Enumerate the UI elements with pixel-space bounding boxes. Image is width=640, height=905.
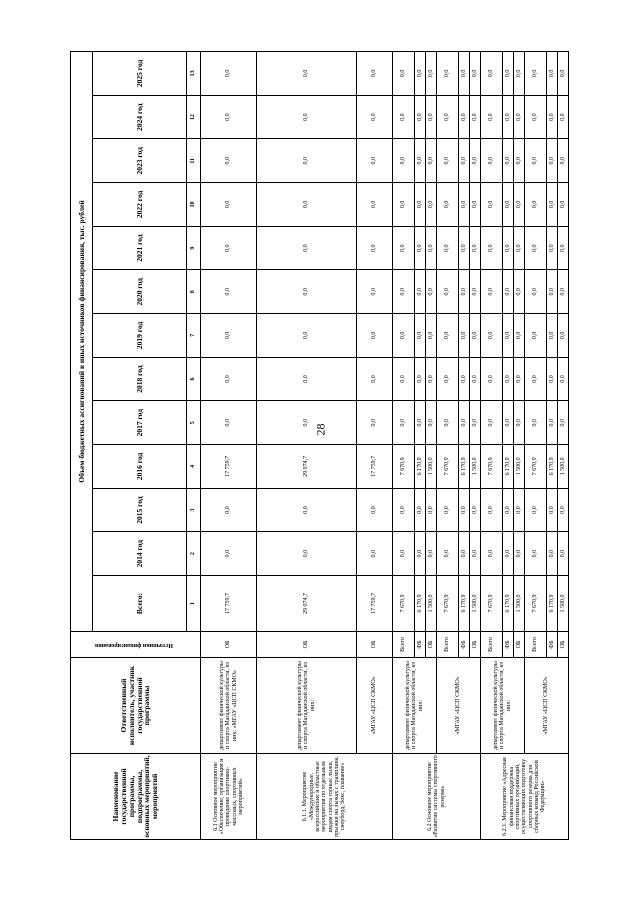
amount-cell: 0,0 — [257, 95, 357, 139]
header-funding-source-text: Источники финансирования — [95, 641, 174, 648]
amount-cell: 0,0 — [525, 226, 547, 270]
funding-source-cell: Всего — [481, 632, 503, 658]
amount-cell: 0,0 — [547, 488, 558, 532]
funding-source-cell: ОБ — [470, 632, 481, 658]
budget-table — [70, 51, 569, 840]
amount-cell: 0,0 — [357, 95, 393, 139]
amount-cell: 0,0 — [437, 183, 459, 227]
amount-cell: 0,0 — [459, 183, 470, 227]
amount-cell: 0,0 — [357, 488, 393, 532]
amount-cell: 0,0 — [437, 314, 459, 358]
funding-source-cell: ОБ — [558, 632, 569, 658]
amount-cell: 0,0 — [257, 183, 357, 227]
column-number: 9 — [187, 226, 201, 270]
amount-cell: 0,0 — [481, 314, 503, 358]
amount-cell: 0,0 — [357, 183, 393, 227]
column-number: 1 — [187, 576, 201, 632]
header-year: 2017 год — [93, 401, 187, 445]
column-number: 2 — [187, 532, 201, 576]
table-row — [201, 52, 257, 840]
amount-cell: 0,0 — [558, 183, 569, 227]
amount-cell: 7 670,9 — [437, 576, 459, 632]
amount-cell: 0,0 — [201, 183, 257, 227]
amount-cell: 0,0 — [415, 488, 426, 532]
header-year: 2019 год — [93, 314, 187, 358]
amount-cell: 0,0 — [470, 95, 481, 139]
header-year: 2015 год — [93, 488, 187, 532]
amount-cell: 7 670,9 — [393, 576, 415, 632]
amount-cell: 0,0 — [257, 488, 357, 532]
amount-cell: 0,0 — [525, 183, 547, 227]
amount-cell: 0,0 — [437, 488, 459, 532]
amount-cell: 0,0 — [514, 488, 525, 532]
amount-cell: 0,0 — [525, 357, 547, 401]
amount-cell: 0,0 — [481, 52, 503, 96]
amount-cell: 1 500,0 — [514, 445, 525, 489]
header-year: 2023 год — [93, 139, 187, 183]
amount-cell: 0,0 — [415, 139, 426, 183]
amount-cell: 6 170,9 — [459, 445, 470, 489]
amount-cell: 0,0 — [357, 226, 393, 270]
amount-cell: 0,0 — [470, 488, 481, 532]
amount-cell: 0,0 — [470, 226, 481, 270]
amount-cell: 0,0 — [558, 532, 569, 576]
amount-cell: 0,0 — [481, 95, 503, 139]
amount-cell: 0,0 — [514, 532, 525, 576]
amount-cell: 0,0 — [357, 139, 393, 183]
amount-cell: 0,0 — [481, 226, 503, 270]
amount-cell: 0,0 — [426, 226, 437, 270]
amount-cell: 0,0 — [393, 357, 415, 401]
amount-cell: 0,0 — [503, 488, 514, 532]
amount-cell: 0,0 — [437, 401, 459, 445]
amount-cell: 0,0 — [503, 52, 514, 96]
amount-cell: 0,0 — [514, 270, 525, 314]
amount-cell: 0,0 — [257, 139, 357, 183]
amount-cell: 0,0 — [393, 488, 415, 532]
header-executor: Ответственный исполнитель, участник государственной программы — [71, 658, 201, 754]
amount-cell: 0,0 — [558, 270, 569, 314]
amount-cell: 0,0 — [470, 314, 481, 358]
amount-cell: 6 170,9 — [459, 576, 470, 632]
amount-cell: 0,0 — [514, 183, 525, 227]
amount-cell: 0,0 — [459, 314, 470, 358]
amount-cell: 17 759,7 — [357, 445, 393, 489]
amount-cell: 0,0 — [558, 401, 569, 445]
funding-source-cell: ФБ — [547, 632, 558, 658]
amount-cell: 0,0 — [415, 401, 426, 445]
amount-cell: 0,0 — [415, 270, 426, 314]
amount-cell: 0,0 — [426, 314, 437, 358]
amount-cell: 0,0 — [201, 357, 257, 401]
amount-cell: 0,0 — [357, 532, 393, 576]
header-year: 2016 год — [93, 445, 187, 489]
amount-cell: 0,0 — [257, 357, 357, 401]
program-name-cell: 6.1.1. Мероприятие «Международные, всероссийские и областные мероприятия по отдельным видам спорта горные лыжи, прыжки на лыжах с трамплина, сноуборд, бокс, плавание» — [257, 754, 393, 840]
amount-cell: 0,0 — [459, 52, 470, 96]
amount-cell: 0,0 — [558, 357, 569, 401]
amount-cell: 0,0 — [201, 488, 257, 532]
amount-cell: 0,0 — [481, 139, 503, 183]
amount-cell: 0,0 — [514, 401, 525, 445]
amount-cell: 0,0 — [393, 314, 415, 358]
amount-cell: 0,0 — [558, 95, 569, 139]
amount-cell: 0,0 — [257, 270, 357, 314]
amount-cell: 0,0 — [393, 95, 415, 139]
amount-cell: 0,0 — [437, 139, 459, 183]
header-year: 2025 год — [93, 52, 187, 96]
amount-cell: 0,0 — [558, 226, 569, 270]
amount-cell: 0,0 — [481, 357, 503, 401]
header-funding-source — [71, 632, 201, 658]
amount-cell: 0,0 — [437, 226, 459, 270]
amount-cell: 0,0 — [426, 139, 437, 183]
amount-cell: 0,0 — [257, 401, 357, 445]
amount-cell: 7 670,9 — [481, 445, 503, 489]
program-name-cell: 6.2.1. Мероприятие «Адресная финансовая поддержка спортивных организаций, осуществляющих подготовку спортивного резерва для сборных команд Российской Федерации» — [481, 754, 569, 840]
amount-cell: 0,0 — [503, 183, 514, 227]
amount-cell: 0,0 — [393, 183, 415, 227]
header-year: 2018 год — [93, 357, 187, 401]
header-year: 2021 год — [93, 226, 187, 270]
amount-cell: 0,0 — [547, 226, 558, 270]
program-name-cell: 6.1 Основное мероприятие «Обеспечение, организация и проведение спортивно-массовых, спортивных мероприятий» — [201, 754, 257, 840]
amount-cell: 0,0 — [481, 532, 503, 576]
amount-cell: 0,0 — [525, 95, 547, 139]
column-number: 7 — [187, 314, 201, 358]
amount-cell: 6 170,9 — [415, 576, 426, 632]
amount-cell: 0,0 — [525, 270, 547, 314]
amount-cell: 0,0 — [481, 401, 503, 445]
amount-cell: 0,0 — [393, 139, 415, 183]
amount-cell: 0,0 — [514, 357, 525, 401]
executor-cell: департамент физической культуры и спорта Магаданской области, из них: — [257, 658, 357, 754]
executor-cell: «МГАУ «ЦСП СКМО» — [525, 658, 569, 754]
amount-cell: 0,0 — [547, 357, 558, 401]
column-number: 12 — [187, 95, 201, 139]
funding-source-cell: ФБ — [415, 632, 426, 658]
amount-cell: 0,0 — [503, 401, 514, 445]
amount-cell: 0,0 — [547, 139, 558, 183]
amount-cell: 0,0 — [415, 95, 426, 139]
amount-cell: 0,0 — [201, 270, 257, 314]
column-number: 8 — [187, 270, 201, 314]
amount-cell: 0,0 — [426, 183, 437, 227]
column-number: 11 — [187, 139, 201, 183]
amount-cell: 0,0 — [558, 52, 569, 96]
amount-cell: 0,0 — [503, 270, 514, 314]
amount-cell: 0,0 — [558, 314, 569, 358]
amount-cell: 0,0 — [514, 95, 525, 139]
program-name-cell: 6.2 Основное мероприятие «Развитие системы спортивного резерва» — [393, 754, 481, 840]
header-total: Всего: — [93, 576, 187, 632]
amount-cell: 0,0 — [415, 226, 426, 270]
amount-cell: 0,0 — [525, 488, 547, 532]
amount-cell: 0,0 — [503, 139, 514, 183]
amount-cell: 6 170,9 — [415, 445, 426, 489]
amount-cell: 0,0 — [393, 270, 415, 314]
amount-cell: 0,0 — [415, 357, 426, 401]
amount-cell: 0,0 — [459, 488, 470, 532]
amount-cell: 0,0 — [201, 314, 257, 358]
amount-cell: 0,0 — [547, 52, 558, 96]
amount-cell: 0,0 — [470, 401, 481, 445]
executor-cell: «МГАУ «ЦСП СКМО» — [437, 658, 481, 754]
amount-cell: 6 170,9 — [547, 576, 558, 632]
amount-cell: 0,0 — [437, 532, 459, 576]
column-number: 3 — [187, 488, 201, 532]
amount-cell: 0,0 — [503, 532, 514, 576]
amount-cell: 0,0 — [426, 401, 437, 445]
amount-cell: 0,0 — [503, 226, 514, 270]
header-year: 2014 год — [93, 532, 187, 576]
column-number: 5 — [187, 401, 201, 445]
amount-cell: 0,0 — [470, 270, 481, 314]
table-row — [437, 52, 459, 840]
amount-cell: 0,0 — [357, 270, 393, 314]
amount-cell: 0,0 — [415, 532, 426, 576]
amount-cell: 0,0 — [426, 52, 437, 96]
amount-cell: 0,0 — [426, 532, 437, 576]
executor-cell: департамент физической культуры и спорта Магаданской области, из них: «МГАУ «ЦСП СКМО» — [201, 658, 257, 754]
amount-cell: 1 500,0 — [470, 445, 481, 489]
table-row — [357, 52, 393, 840]
amount-cell: 7 670,9 — [481, 576, 503, 632]
header-funding-title: Объем бюджетных ассигнований в иных источников финансирования, тыс. рублей — [71, 52, 93, 632]
funding-source-cell: Всего — [393, 632, 415, 658]
amount-cell: 0,0 — [459, 401, 470, 445]
amount-cell: 0,0 — [201, 95, 257, 139]
amount-cell: 7 670,9 — [525, 445, 547, 489]
amount-cell: 0,0 — [481, 183, 503, 227]
amount-cell: 1 500,0 — [558, 576, 569, 632]
amount-cell: 6 170,9 — [503, 576, 514, 632]
amount-cell: 0,0 — [481, 270, 503, 314]
header-year: 2024 год — [93, 95, 187, 139]
amount-cell: 0,0 — [459, 532, 470, 576]
amount-cell: 0,0 — [547, 401, 558, 445]
amount-cell: 1 500,0 — [426, 445, 437, 489]
amount-cell: 0,0 — [470, 52, 481, 96]
amount-cell: 0,0 — [257, 314, 357, 358]
amount-cell: 0,0 — [357, 401, 393, 445]
amount-cell: 0,0 — [459, 95, 470, 139]
amount-cell: 0,0 — [547, 183, 558, 227]
column-number: 6 — [187, 357, 201, 401]
amount-cell: 0,0 — [459, 270, 470, 314]
amount-cell: 0,0 — [415, 183, 426, 227]
amount-cell: 0,0 — [525, 52, 547, 96]
amount-cell: 0,0 — [426, 270, 437, 314]
amount-cell: 0,0 — [357, 52, 393, 96]
amount-cell: 6 170,9 — [503, 445, 514, 489]
amount-cell: 0,0 — [201, 532, 257, 576]
amount-cell: 0,0 — [459, 226, 470, 270]
amount-cell: 0,0 — [201, 52, 257, 96]
amount-cell: 0,0 — [393, 401, 415, 445]
amount-cell: 0,0 — [525, 314, 547, 358]
amount-cell: 0,0 — [393, 226, 415, 270]
executor-cell: департамент физической культуры и спорта Магаданской области, из них: — [481, 658, 525, 754]
amount-cell: 0,0 — [481, 488, 503, 532]
amount-cell: 0,0 — [437, 52, 459, 96]
amount-cell: 17 759,7 — [201, 445, 257, 489]
funding-source-cell: ОБ — [201, 632, 257, 658]
executor-cell: департамент физической культуры и спорта Магаданской области, из них: — [393, 658, 437, 754]
funding-source-cell: ОБ — [514, 632, 525, 658]
amount-cell: 0,0 — [257, 532, 357, 576]
amount-cell: 0,0 — [558, 488, 569, 532]
amount-cell: 29 074,7 — [257, 445, 357, 489]
amount-cell: 0,0 — [437, 357, 459, 401]
amount-cell: 0,0 — [514, 139, 525, 183]
amount-cell: 0,0 — [426, 488, 437, 532]
amount-cell: 0,0 — [525, 139, 547, 183]
table-row — [481, 52, 503, 840]
amount-cell: 0,0 — [525, 532, 547, 576]
funding-source-cell: ФБ — [503, 632, 514, 658]
amount-cell: 0,0 — [503, 314, 514, 358]
page-number: 28 — [313, 423, 328, 436]
amount-cell: 0,0 — [503, 357, 514, 401]
amount-cell: 0,0 — [547, 270, 558, 314]
funding-source-cell: ОБ — [426, 632, 437, 658]
amount-cell: 1 500,0 — [514, 576, 525, 632]
column-number: 4 — [187, 445, 201, 489]
amount-cell: 0,0 — [357, 357, 393, 401]
amount-cell: 0,0 — [514, 52, 525, 96]
amount-cell: 0,0 — [547, 532, 558, 576]
column-number: 13 — [187, 52, 201, 96]
amount-cell: 0,0 — [201, 139, 257, 183]
amount-cell: 0,0 — [525, 401, 547, 445]
amount-cell: 7 670,9 — [393, 445, 415, 489]
funding-source-cell: Всего — [437, 632, 459, 658]
header-year: 2022 год — [93, 183, 187, 227]
funding-source-cell: ФБ — [459, 632, 470, 658]
amount-cell: 0,0 — [257, 226, 357, 270]
amount-cell: 0,0 — [415, 314, 426, 358]
amount-cell: 0,0 — [547, 314, 558, 358]
header-year: 2020 год — [93, 270, 187, 314]
amount-cell: 0,0 — [393, 532, 415, 576]
amount-cell: 0,0 — [459, 357, 470, 401]
amount-cell: 0,0 — [558, 139, 569, 183]
amount-cell: 17 759,7 — [357, 576, 393, 632]
amount-cell: 0,0 — [426, 357, 437, 401]
amount-cell: 17 759,7 — [201, 576, 257, 632]
amount-cell: 0,0 — [514, 314, 525, 358]
funding-source-cell: Всего — [525, 632, 547, 658]
amount-cell: 0,0 — [357, 314, 393, 358]
amount-cell: 0,0 — [437, 95, 459, 139]
amount-cell: 0,0 — [201, 401, 257, 445]
table-row — [393, 52, 415, 840]
column-number: 10 — [187, 183, 201, 227]
table-row — [525, 52, 547, 840]
amount-cell: 7 670,9 — [525, 576, 547, 632]
amount-cell: 1 500,0 — [426, 576, 437, 632]
amount-cell: 0,0 — [415, 52, 426, 96]
amount-cell: 0,0 — [503, 95, 514, 139]
amount-cell: 0,0 — [470, 532, 481, 576]
amount-cell: 0,0 — [470, 357, 481, 401]
table-row — [257, 52, 357, 840]
funding-source-cell: ОБ — [257, 632, 357, 658]
amount-cell: 1 500,0 — [470, 576, 481, 632]
executor-cell: «МГАУ «ЦСП СКМО» — [357, 658, 393, 754]
amount-cell: 1 500,0 — [558, 445, 569, 489]
amount-cell: 0,0 — [470, 139, 481, 183]
header-program-name: Наименование государственной программы, подпрограммы, основных мероприятий, мероприятий — [71, 754, 201, 840]
amount-cell: 0,0 — [437, 270, 459, 314]
amount-cell: 0,0 — [547, 95, 558, 139]
amount-cell: 0,0 — [257, 52, 357, 96]
amount-cell: 6 170,9 — [547, 445, 558, 489]
amount-cell: 0,0 — [393, 52, 415, 96]
amount-cell: 0,0 — [459, 139, 470, 183]
amount-cell: 0,0 — [514, 226, 525, 270]
funding-source-cell: ОБ — [357, 632, 393, 658]
amount-cell: 0,0 — [426, 95, 437, 139]
amount-cell: 7 670,9 — [437, 445, 459, 489]
rotated-table-container — [70, 52, 604, 840]
amount-cell: 0,0 — [470, 183, 481, 227]
amount-cell: 29 074,7 — [257, 576, 357, 632]
amount-cell: 0,0 — [201, 226, 257, 270]
